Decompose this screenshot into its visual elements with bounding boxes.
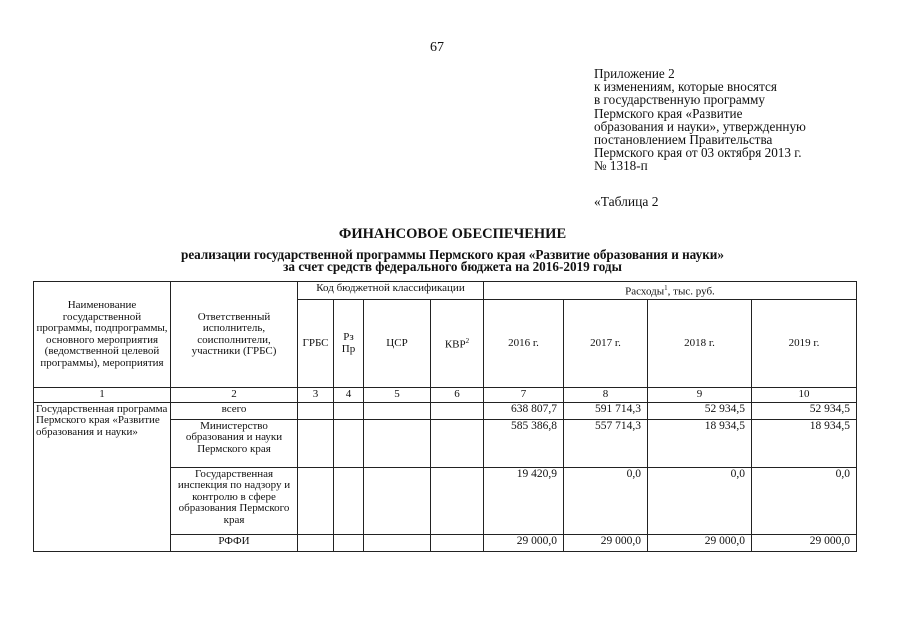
table-row [34, 402, 857, 419]
value-2017: 557 714,3 [564, 419, 648, 467]
csr-cell [364, 402, 431, 419]
kvr-footnote: 2 [465, 337, 470, 346]
table-label: «Таблица 2 [594, 194, 659, 209]
document-subtitle [0, 249, 905, 273]
appendix-line: постановлением Правительства [594, 132, 773, 148]
executor-cell: РФФИ [171, 534, 298, 551]
value-2019: 0,0 [752, 467, 857, 534]
column-number: 1 [34, 388, 171, 403]
value-2018: 29 000,0 [648, 534, 752, 551]
rzpr-cell [334, 534, 364, 551]
column-number: 7 [484, 388, 564, 403]
value-2018: 18 934,5 [648, 419, 752, 467]
column-number: 6 [431, 388, 484, 403]
header-2018: 2018 г. [648, 300, 752, 388]
subtitle-line-2: за счет средств федерального бюджета на 2016-2019 годы [283, 259, 622, 274]
executor-cell: Государственная инспекция по надзору и контролю в сфере образования Пермского края [171, 467, 298, 534]
expenses-label: Расходы [625, 285, 665, 298]
value-2019: 52 934,5 [752, 402, 857, 419]
csr-cell [364, 419, 431, 467]
appendix-line: Пермского края «Развитие [594, 105, 743, 121]
appendix-line: Пермского края от 03 октября 2013 г. [594, 145, 802, 161]
program-name: Государственная программа Пермского края «Развитие образования и науки» [34, 402, 171, 551]
grbs-cell [298, 402, 334, 419]
header-expenses [484, 282, 857, 300]
appendix-line: № 1318-п [594, 158, 648, 174]
page-number: 67 [430, 40, 444, 55]
executor-cell: Министерство образования и науки Пермского края [171, 419, 298, 467]
column-number: 2 [171, 388, 298, 403]
financing-table [33, 281, 857, 552]
document-title: ФИНАНСОВОЕ ОБЕСПЕЧЕНИЕ [338, 226, 567, 242]
header-2017: 2017 г. [564, 300, 648, 388]
csr-cell [364, 467, 431, 534]
kvr-cell [431, 402, 484, 419]
value-2016: 638 807,7 [484, 402, 564, 419]
appendix-line: образования и науки», утвержденную [594, 118, 806, 134]
header-csr: ЦСР [364, 300, 431, 388]
appendix-line: Приложение 2 [594, 66, 675, 81]
value-2017: 29 000,0 [564, 534, 648, 551]
column-number: 8 [564, 388, 648, 403]
header-2016: 2016 г. [484, 300, 564, 388]
value-2016: 19 420,9 [484, 467, 564, 534]
column-number: 5 [364, 388, 431, 403]
appendix-line: к изменениям, которые вносятся [594, 79, 777, 95]
value-2016: 585 386,8 [484, 419, 564, 467]
rzpr-cell [334, 419, 364, 467]
header-kvr [431, 300, 484, 388]
value-2018: 52 934,5 [648, 402, 752, 419]
column-number: 9 [648, 388, 752, 403]
kvr-cell [431, 534, 484, 551]
value-2019: 18 934,5 [752, 419, 857, 467]
header-name: Наименование государственной программы, подпрограммы, основного мероприятия (ведомственной целевой программы), мероприятия [34, 282, 171, 388]
kvr-cell [431, 419, 484, 467]
executor-cell: всего [171, 402, 298, 419]
subtitle-line-1: реализации государственной программы Пермского края «Развитие образования и науки» [180, 247, 724, 262]
grbs-cell [298, 467, 334, 534]
header-executor: Ответственный исполнитель, соисполнители, участники (ГРБС) [171, 282, 298, 388]
column-number-row [34, 388, 857, 403]
column-number: 3 [298, 388, 334, 403]
csr-cell [364, 534, 431, 551]
header-2019: 2019 г. [752, 300, 857, 388]
kvr-label: КВР [444, 338, 466, 351]
value-2016: 29 000,0 [484, 534, 564, 551]
header-budget-code: Код бюджетной классификации [298, 282, 484, 300]
column-number: 4 [334, 388, 364, 403]
column-number: 10 [752, 388, 857, 403]
appendix-note [594, 67, 854, 173]
expenses-unit: , тыс. руб. [667, 285, 715, 298]
rzpr-cell [334, 467, 364, 534]
kvr-cell [431, 467, 484, 534]
expenses-footnote: 1 [664, 284, 668, 292]
header-rzpr: Рз Пр [334, 300, 364, 388]
value-2018: 0,0 [648, 467, 752, 534]
grbs-cell [298, 419, 334, 467]
value-2017: 0,0 [564, 467, 648, 534]
header-grbs: ГРБС [298, 300, 334, 388]
rzpr-cell [334, 402, 364, 419]
value-2019: 29 000,0 [752, 534, 857, 551]
value-2017: 591 714,3 [564, 402, 648, 419]
grbs-cell [298, 534, 334, 551]
appendix-line: в государственную программу [594, 92, 765, 108]
